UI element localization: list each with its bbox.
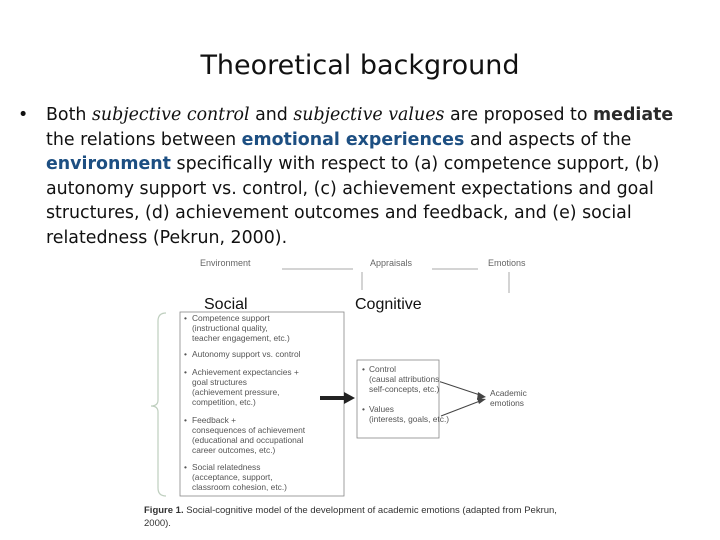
item-line: Competence support [192, 313, 270, 323]
figure-caption [144, 505, 557, 516]
item-line: consequences of achievement [192, 425, 306, 435]
item-line: self-concepts, etc.) [369, 384, 440, 394]
bullet-seg: Both [46, 105, 92, 125]
item-line: Control [369, 364, 396, 374]
bullet-seg: specifically with respect to (a) competence support, (b) autonomy support vs. control, (c) achievement expectations and goal structures, (d) achievement outcomes and feedback, and (e) social relatedness (Pekrun, 2000). [46, 154, 660, 248]
arrow-values-emotions [441, 401, 480, 416]
item-bullet: • [184, 313, 187, 323]
item-line: (achievement pressure, [192, 387, 280, 397]
bullet-seg: the relations between [46, 129, 242, 150]
overlay-label-cognitive: Cognitive [355, 296, 422, 313]
bullet-italic-control: subjective control [91, 105, 250, 125]
item-line: career outcomes, etc.) [192, 445, 276, 455]
arrow-head [344, 392, 355, 404]
bullet-dot: • [18, 105, 29, 125]
bullet-em-mediate: mediate [593, 105, 674, 125]
item-line: teacher engagement, etc.) [192, 333, 290, 343]
appraisal-item-values [362, 404, 449, 424]
item-line: (interests, goals, etc.) [369, 414, 450, 424]
header-appraisals: Appraisals [370, 258, 413, 268]
arrow-head [477, 398, 486, 404]
bullet-em-environment: environment [46, 154, 171, 174]
environment-item-competence [184, 313, 290, 343]
emotion-label: Academic [490, 388, 527, 398]
caption-label: Figure 1. [144, 505, 184, 516]
item-line: Social relatedness [192, 462, 261, 472]
item-bullet: • [362, 364, 365, 374]
item-bullet: • [184, 367, 187, 377]
item-bullet: • [362, 404, 365, 414]
header-emotions: Emotions [488, 258, 526, 268]
item-line: (educational and occupational [192, 435, 304, 445]
environment-item-relatedness [184, 462, 287, 492]
environment-brace [151, 313, 166, 496]
item-line: goal structures [192, 377, 247, 387]
overlay-label-social: Social [204, 296, 248, 313]
bullet-seg: and [249, 105, 294, 125]
caption-text: Social-cognitive model of the development of academic emotions (adapted from Pekrun, [183, 505, 557, 516]
arrow-control-emotions [441, 382, 480, 395]
item-line: Achievement expectancies + [192, 367, 299, 377]
item-line: Autonomy support vs. control [192, 349, 301, 359]
item-line: Feedback + [192, 415, 236, 425]
item-bullet: • [184, 349, 187, 359]
bullet-seg: are proposed to [444, 105, 594, 125]
environment-item-feedback [184, 415, 306, 455]
appraisal-item-control [362, 364, 442, 394]
environment-item-autonomy [184, 349, 301, 359]
item-bullet: • [184, 462, 187, 472]
item-line: (acceptance, support, [192, 472, 273, 482]
environment-item-expectancies [184, 367, 299, 407]
figure-caption-line2: 2000). [144, 518, 171, 529]
item-bullet: • [184, 415, 187, 425]
item-line: competition, etc.) [192, 397, 256, 407]
item-line: (instructional quality, [192, 323, 268, 333]
bullet-italic-values: subjective values [293, 105, 445, 125]
item-line: Values [369, 404, 394, 414]
header-environment: Environment [200, 258, 251, 268]
emotion-label: emotions [490, 398, 524, 408]
bullet-em-emotional: emotional experiences [241, 129, 465, 150]
slide-title: Theoretical background [200, 50, 520, 81]
item-line: classroom cohesion, etc.) [192, 482, 287, 492]
bullet-seg: and aspects of the [464, 129, 632, 150]
item-line: (causal attributions, [369, 374, 442, 384]
